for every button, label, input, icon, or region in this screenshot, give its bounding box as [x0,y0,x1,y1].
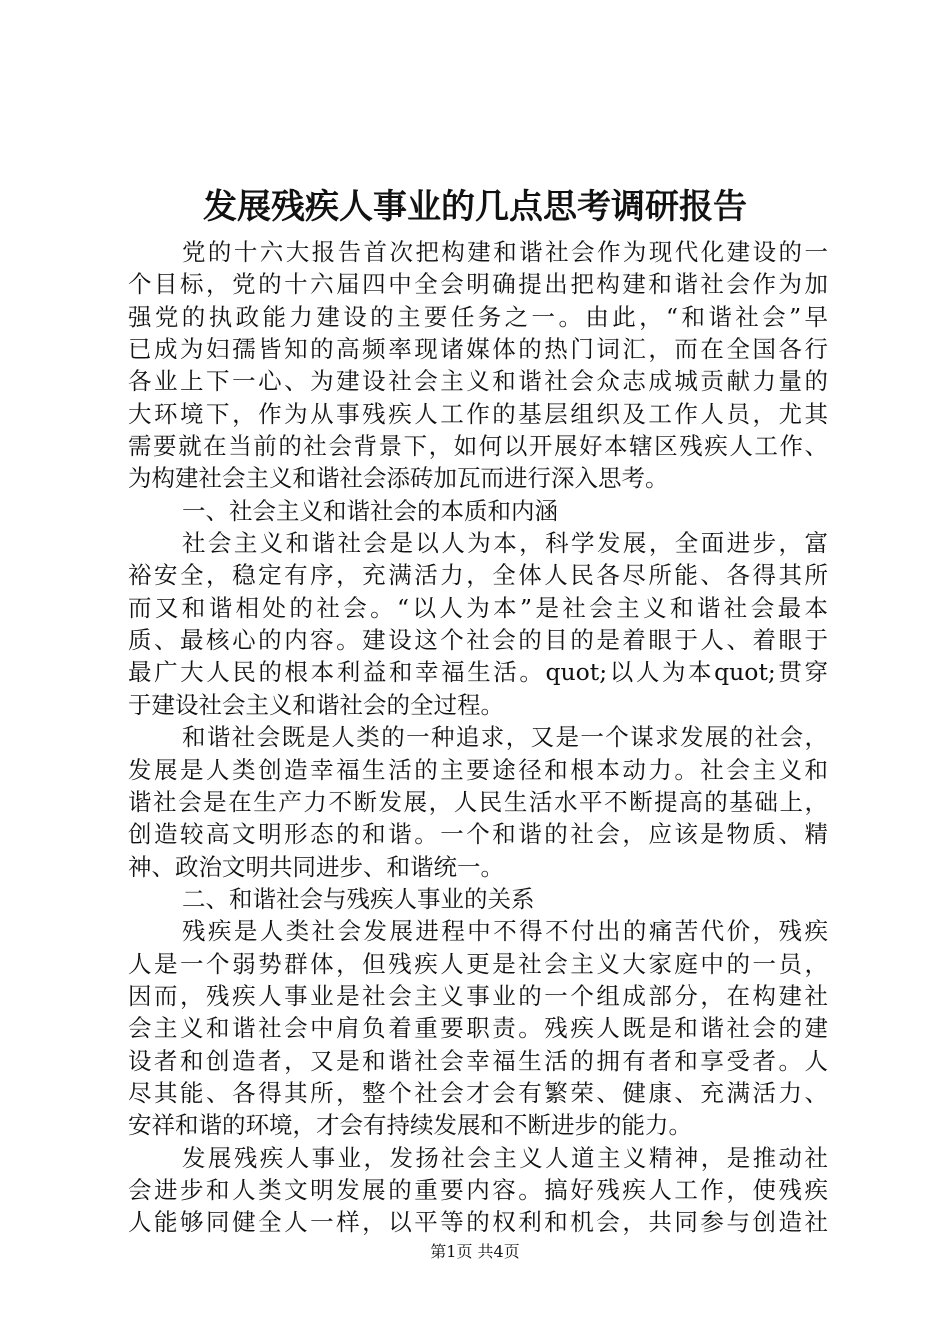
body-line: 会主义和谐社会中肩负着重要职责。残疾人既是和谐社会的建 [128,1014,828,1043]
body-line: 谐社会是在生产力不断发展，人民生活水平不断提高的基础上， [128,787,828,816]
body-line: 安祥和谐的环境，才会有持续发展和不断进步的能力。 [128,1111,692,1140]
section-heading: 一、社会主义和谐社会的本质和内涵 [182,496,558,525]
body-line: 因而，残疾人事业是社会主义事业的一个组成部分，在构建社 [128,981,828,1010]
body-line: 会进步和人类文明发展的重要内容。搞好残疾人工作，使残疾 [128,1175,828,1204]
document-title: 发展残疾人事业的几点思考调研报告 [203,187,747,227]
body-line: 党的十六大报告首次把构建和谐社会作为现代化建设的一 [182,238,828,266]
body-line: 需要就在当前的社会背景下，如何以开展好本辖区残疾人工作、 [128,432,828,461]
page-footer: 第1页 共4页 [430,1242,520,1261]
body-line: 个目标，党的十六届四中全会明确提出把构建和谐社会作为加 [128,270,828,299]
body-line: 尽其能、各得其所，整个社会才会有繁荣、健康、充满活力、 [128,1078,828,1107]
body-line: 人能够同健全人一样，以平等的权利和机会，共同参与创造社 [128,1208,828,1237]
body-line: 各业上下一心、为建设社会主义和谐社会众志成城贡献力量的 [128,367,828,396]
body-line: 于建设社会主义和谐社会的全过程。 [128,690,504,719]
body-line: 强党的执政能力建设的主要任务之一。由此，“和谐社会”早 [128,302,828,331]
body-line: 已成为妇孺皆知的高频率现诸媒体的热门词汇，而在全国各行 [128,335,828,364]
document-body [128,236,828,1239]
body-line: 质、最核心的内容。建设这个社会的目的是着眼于人、着眼于 [128,626,828,655]
body-line: 残疾是人类社会发展进程中不得不付出的痛苦代价，残疾 [182,917,828,946]
body-line: 和谐社会既是人类的一种追求，又是一个谋求发展的社会， [182,723,828,752]
body-line: 而又和谐相处的社会。“以人为本”是社会主义和谐社会最本 [128,593,828,622]
body-line: 设者和创造者，又是和谐社会幸福生活的拥有者和享受者。人 [128,1046,828,1075]
body-line: 人是一个弱势群体，但残疾人更是社会主义大家庭中的一员， [128,949,828,978]
section-heading: 二、和谐社会与残疾人事业的关系 [182,884,535,913]
body-line: 大环境下，作为从事残疾人工作的基层组织及工作人员，尤其 [128,399,828,428]
body-line: 发展是人类创造幸福生活的主要途径和根本动力。社会主义和 [128,755,828,784]
body-line: 最广大人民的根本利益和幸福生活。quot;以人为本quot;贯穿 [128,658,828,687]
body-line: 神、政治文明共同进步、和谐统一。 [128,852,504,881]
body-line: 创造较高文明形态的和谐。一个和谐的社会，应该是物质、精 [128,820,828,849]
body-line: 为构建社会主义和谐社会添砖加瓦而进行深入思考。 [128,464,669,493]
body-line: 社会主义和谐社会是以人为本，科学发展，全面进步，富 [182,529,828,558]
body-line: 裕安全，稳定有序，充满活力，全体人民各尽所能、各得其所 [128,561,828,590]
body-line: 发展残疾人事业，发扬社会主义人道主义精神，是推动社 [182,1143,828,1172]
